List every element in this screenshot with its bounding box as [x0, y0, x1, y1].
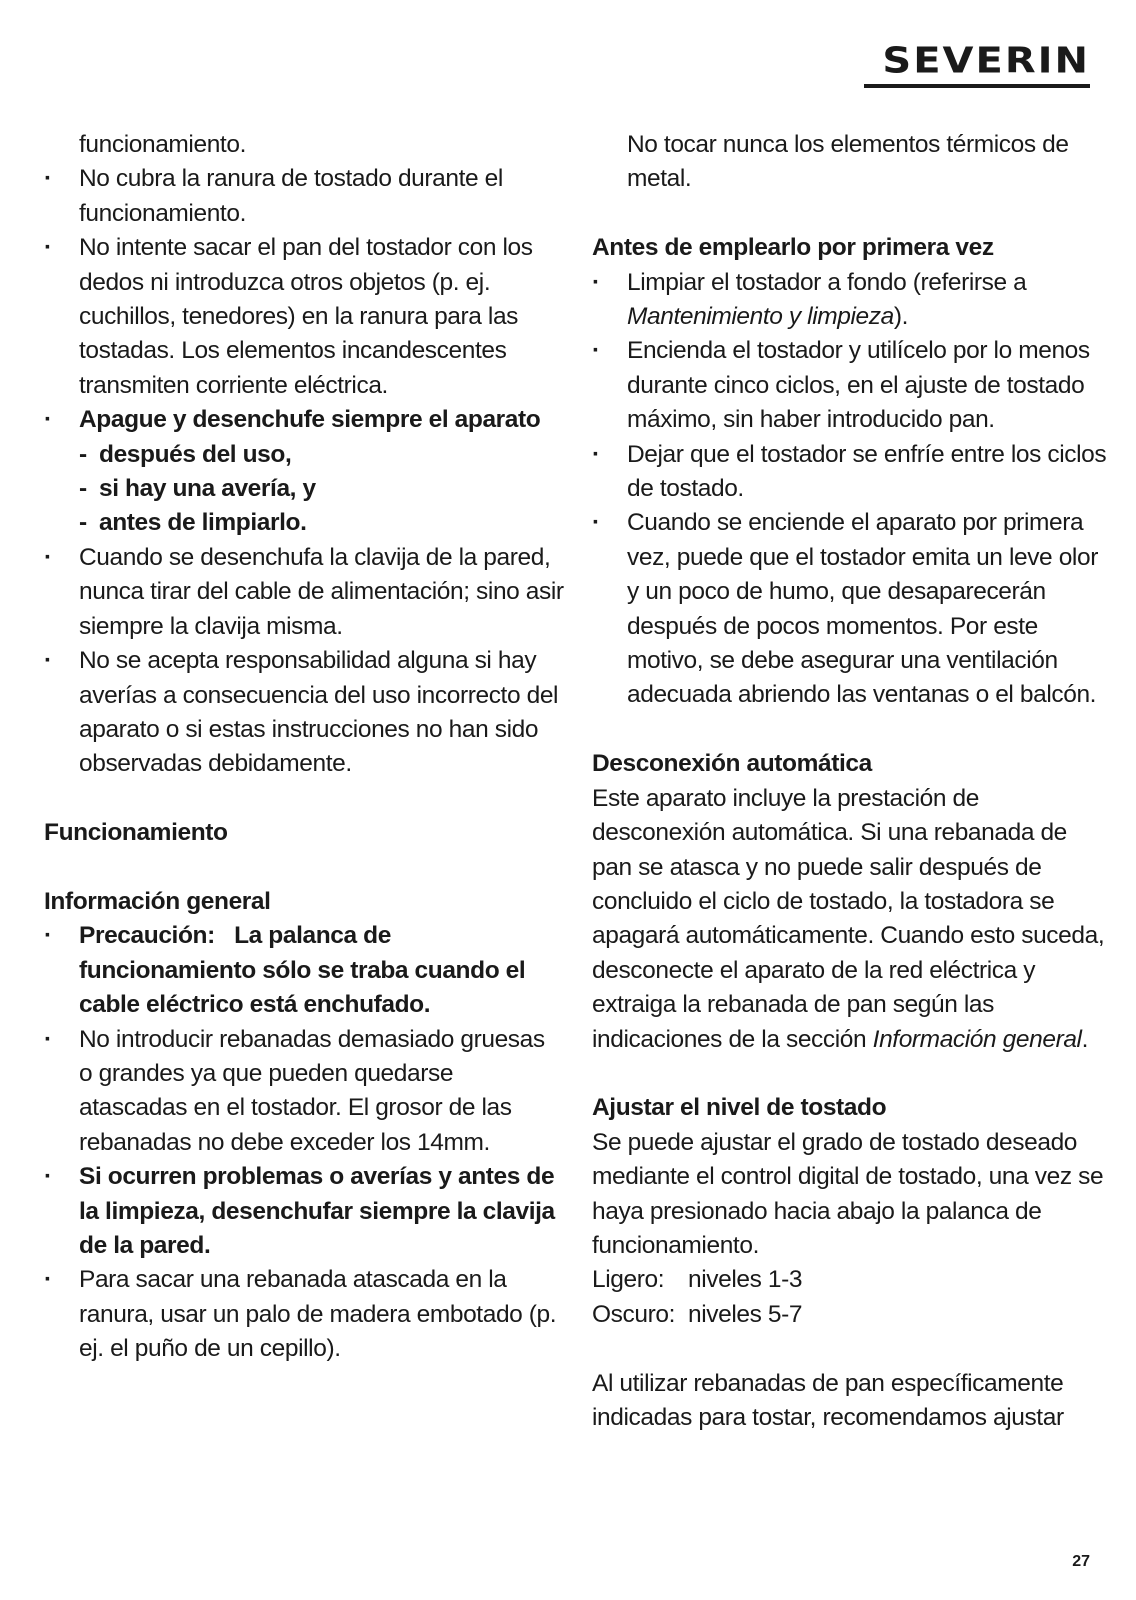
text-line: funcionamiento. [79, 131, 246, 158]
brand-logo: SEVERIN [882, 40, 1090, 82]
section-heading: Información general [44, 887, 271, 915]
section-heading: Desconexión automática [592, 750, 872, 778]
bullet-item: · No se acepta responsabilidad alguna si hay averías a consecuencia del uso incorrecto del aparato o si estas instrucciones no han sido observadas debidamente. [44, 644, 564, 782]
level-label: Ligero: [592, 1266, 665, 1294]
bullet-item: · Cuando se desenchufa la clavija de la pared, nunca tirar del cable de alimentación; sino asir siempre la clavija misma. [44, 541, 564, 644]
paragraph [592, 782, 1112, 1057]
text-span: Limpiar el tostador a fondo (referirse a [627, 268, 1027, 296]
dash-item: - si hay una avería, y [44, 472, 564, 506]
section-heading: Antes de emplearlo por primera vez [592, 234, 994, 262]
bullet-item: · Para sacar una rebanada atascada en la ranura, usar un palo de madera embotado (p. ej. el puño de un cepillo). [44, 1263, 564, 1366]
bullet-item-bold: · Apague y desenchufe siempre el aparato [44, 403, 564, 437]
dash-item: - antes de limpiarlo. [44, 506, 564, 540]
text-span: ). [893, 303, 908, 331]
paragraph: Al utilizar rebanadas de pan específicamente indicadas para tostar, recomendamos ajustar [592, 1369, 1064, 1431]
text-span: Este aparato incluye la prestación de desconexión automática. Si una rebanada de pan se atasca y no puede salir después de concluido el ciclo de tostado, la tostadora se apagará automáticamente. Cuando esto suceda, desconecte el aparato de la red eléctrica y extraiga la rebanada de pan según las indicaciones de la sección [592, 784, 1105, 1053]
bullet-item: · No introducir rebanadas demasiado gruesas o grandes ya que pueden quedarse atascadas en el tostador. El grosor de las rebanadas no debe exceder los 14mm. [44, 1023, 564, 1161]
paragraph: Se puede ajustar el grado de tostado deseado mediante el control digital de tostado, una vez se haya presionado hacia abajo la palanca de funcionamiento. [592, 1128, 1104, 1259]
section-heading: Ajustar el nivel de tostado [592, 1094, 887, 1122]
italic-reference: Información general [872, 1025, 1082, 1053]
level-value: niveles 5-7 [688, 1300, 803, 1328]
bullet-item-bold [44, 919, 564, 1022]
bullet-item: · Cuando se enciende el aparato por primera vez, puede que el tostador emita un leve olor y un poco de humo, que desaparecerán después de pocos momentos. Por este motivo, se debe asegurar una ventilación adecuada abriendo las ventanas o el balcón. [592, 506, 1112, 712]
bullet-item: · Dejar que el tostador se enfríe entre los ciclos de tostado. [592, 438, 1112, 507]
dash-item: - después del uso, [44, 438, 564, 472]
bullet-item [592, 266, 1112, 335]
bullet-item: · Encienda el tostador y utilícelo por lo menos durante cinco ciclos, en el ajuste de tostado máximo, sin haber introducido pan. [592, 334, 1112, 437]
bullet-item-bold: · Si ocurren problemas o averías y antes de la limpieza, desenchufar siempre la clavija de la pared. [44, 1160, 564, 1263]
text-span: . [1081, 1025, 1089, 1053]
text-line: No tocar nunca los elementos térmicos de metal. [627, 131, 1069, 193]
right-column [592, 128, 1112, 1435]
logo-underline [864, 84, 1090, 88]
caution-text: La palanca de funcionamiento sólo se traba cuando el cable eléctrico está enchufado. [79, 922, 526, 1019]
level-row [592, 1263, 1112, 1297]
bullet-item: · No intente sacar el pan del tostador con los dedos ni introduzca otros objetos (p. ej. cuchillos, tenedores) en la ranura para las tostadas. Los elementos incandescentes transmiten corriente eléctrica. [44, 231, 564, 403]
bullet-item: · No cubra la ranura de tostado durante el funcionamiento. [44, 162, 564, 231]
caution-label: Precaución: [79, 922, 215, 950]
level-row [592, 1298, 1112, 1332]
italic-reference: Mantenimiento y limpieza [627, 303, 894, 331]
page-number: 27 [1072, 1553, 1090, 1570]
level-value: niveles 1-3 [688, 1266, 803, 1294]
section-heading: Funcionamiento [44, 819, 228, 847]
left-column [44, 128, 564, 1367]
level-label: Oscuro: [592, 1300, 675, 1328]
